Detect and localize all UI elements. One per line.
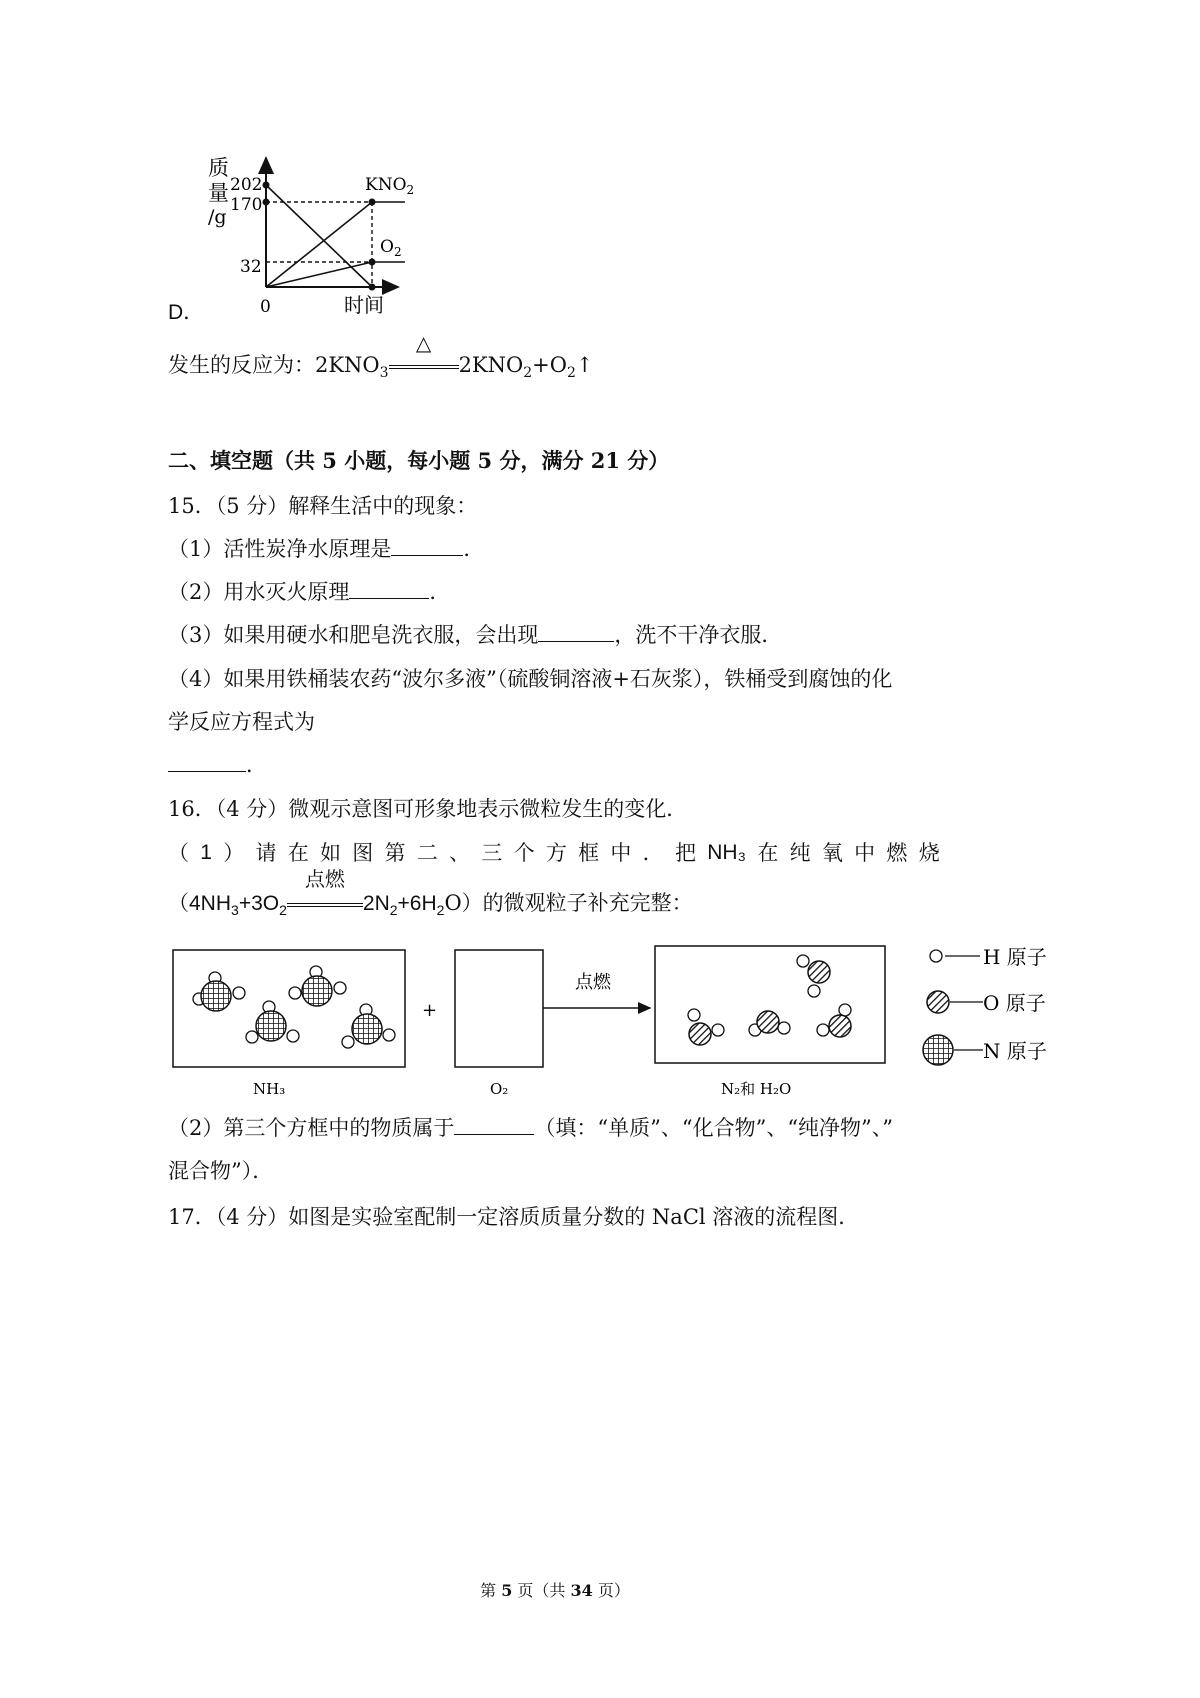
point-x-end (369, 284, 376, 291)
q16-part2-line1: （2）第三个方框中的物质属于 （填：“单质”、“化合物”、“纯净物”、” (168, 1116, 894, 1140)
q15-part3: （3）如果用硬水和肥皂洗衣服，会出现 ，洗不干净衣服． (168, 623, 783, 647)
equation-condition: 点燃 (287, 888, 363, 918)
micro-particle-diagram (168, 938, 1068, 1108)
section-title: 二、填空题（共 5 小题，每小题 5 分，满分 21 分） (168, 448, 670, 473)
nh3-molecule (342, 1004, 395, 1048)
reaction-equation: 发生的反应为：$2KNO_3$ △ $2KNO_2+O_2↑$ (168, 331, 594, 381)
svg-text:H 原子: H 原子 (983, 945, 1047, 969)
series-label-o2: $O_2$ (380, 237, 402, 259)
arrow-condition-label: 点燃 (575, 972, 611, 993)
nh3-molecule (289, 966, 346, 1006)
y-axis-label-2: 量 (208, 181, 229, 205)
box3-label: N₂和 H₂O (721, 1080, 792, 1098)
series-line-kno3 (266, 185, 372, 287)
svg-text:N 原子: N 原子 (983, 1039, 1047, 1063)
water-molecule (688, 1009, 724, 1045)
point-kno2-end (369, 199, 376, 206)
water-molecule (797, 955, 830, 997)
q16-part2-line2: 混合物”）． (168, 1159, 274, 1183)
q15-stem: 15．（5 分）解释生活中的现象： (168, 494, 478, 518)
nh3-molecule (246, 1001, 299, 1043)
legend-nitrogen (923, 1035, 1047, 1065)
y-axis-label-1: 质 (208, 156, 229, 180)
answer-blank[interactable] (168, 751, 246, 772)
q17-stem: 17．（4 分）如图是实验室配制一定溶质质量分数的 NaCl 溶液的流程图． (168, 1205, 860, 1229)
reactant-box-o2[interactable] (455, 950, 543, 1067)
q15-part2: （2）用水灭火原理 ． (168, 580, 451, 604)
box2-label: O₂ (490, 1080, 509, 1098)
answer-blank[interactable] (391, 535, 463, 556)
product-box[interactable] (655, 946, 885, 1063)
q16-part1-line2: （$4NH_3+3O_2$ 点燃 $2N_2+6H_2O$）的微观粒子补充完整： (168, 867, 693, 918)
legend-oxygen (927, 991, 1046, 1015)
q16-stem: 16．（4 分）微观示意图可形象地表示微粒发生的变化． (168, 797, 688, 821)
water-molecule (817, 1004, 851, 1037)
q15-part4-line2: 学反应方程式为 (168, 710, 315, 734)
page-footer: 第 5 页（共 34 页） (480, 1581, 630, 1600)
point-202 (263, 182, 270, 189)
tick-202: 202 (230, 175, 263, 195)
point-170 (263, 199, 270, 206)
nh3-molecule (193, 972, 245, 1011)
q16-part1-line1: （ 1 ） 请 在 如 图 第 二 、 三 个 方 框 中 ． 把 NH₃ 在 纯 氧 中 燃 烧 (168, 841, 940, 865)
tick-32: 32 (240, 257, 262, 277)
answer-blank[interactable] (349, 578, 429, 599)
tick-170: 170 (230, 195, 263, 215)
water-molecule (749, 1011, 790, 1036)
x-axis-label: 时间 (344, 293, 384, 317)
q15-part4-line1: （4）如果用铁桶装农药“波尔多液”（硫酸铜溶液+石灰浆），铁桶受到腐蚀的化 (168, 667, 893, 691)
y-axis-label-3: /g (208, 206, 227, 228)
reaction-condition: △ (389, 350, 459, 380)
mass-time-chart (190, 150, 450, 330)
option-d-label: D． (168, 301, 205, 324)
q15-part1: （1）活性炭净水原理是 ． (168, 537, 485, 561)
plus-sign: + (422, 1000, 438, 1021)
answer-blank[interactable] (454, 1114, 534, 1135)
series-line-o2 (266, 262, 405, 287)
svg-text:O 原子: O 原子 (983, 991, 1046, 1015)
box1-label: NH₃ (253, 1080, 286, 1098)
q15-part4-answer: ． (168, 750, 267, 780)
point-o2-end (369, 259, 376, 266)
answer-blank[interactable] (538, 621, 614, 642)
origin-label: 0 (260, 297, 271, 317)
series-label-kno2: $KNO_2$ (365, 175, 415, 197)
legend-hydrogen (930, 945, 1047, 969)
